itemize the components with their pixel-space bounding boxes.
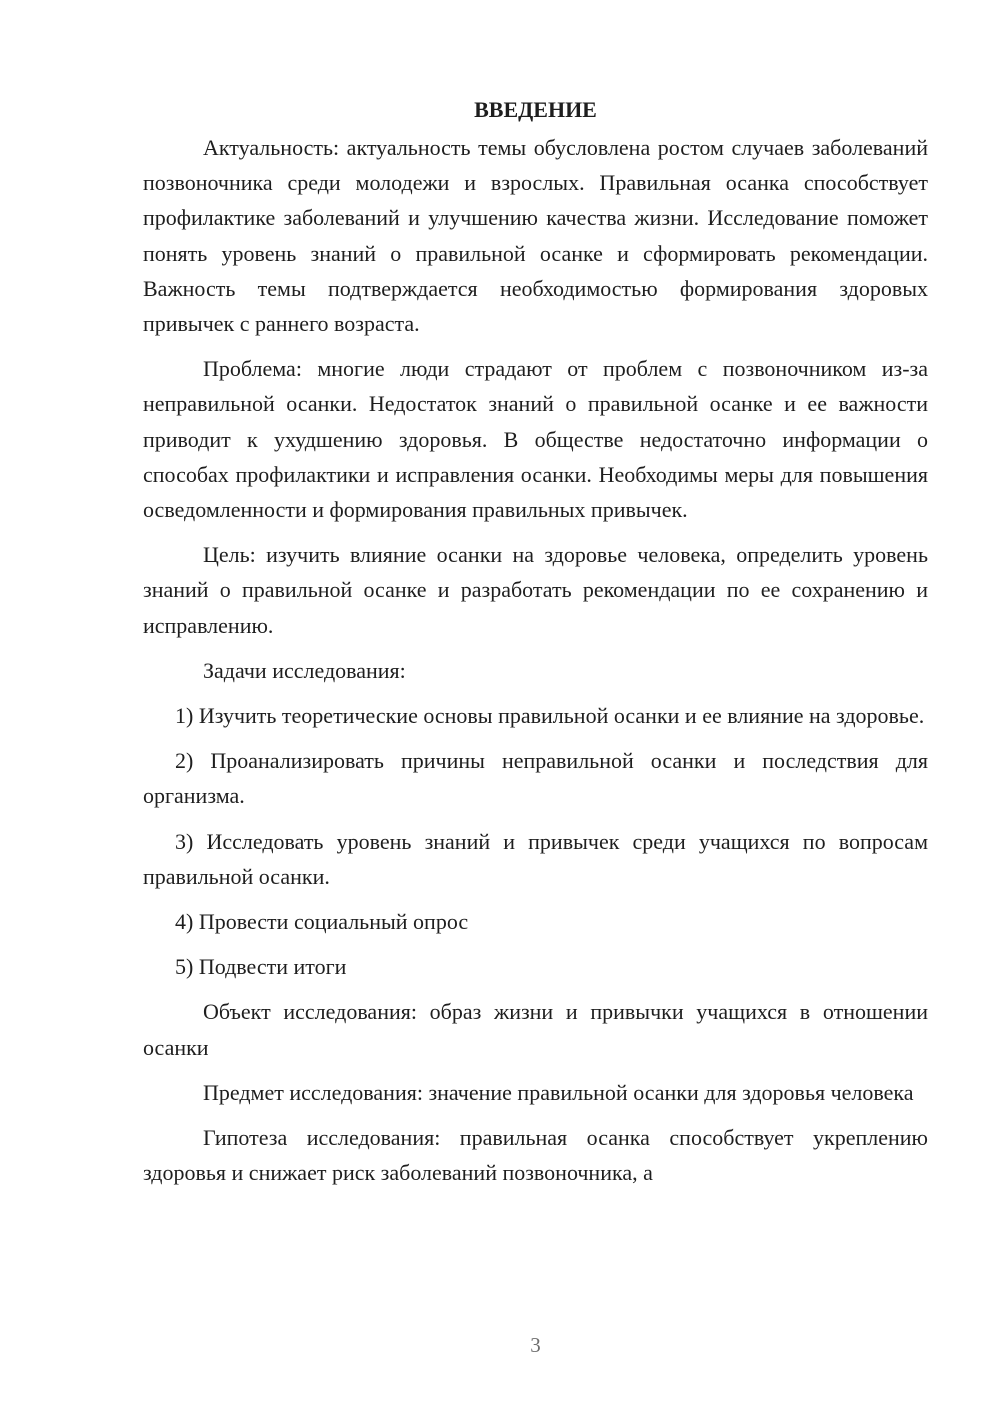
task-item: 1) Изучить теоретические основы правильной осанки и ее влияние на здоровье. bbox=[175, 703, 925, 729]
page-body bbox=[143, 92, 928, 1200]
task-item: 3) Исследовать уровень знаний и привычек среди учащихся по вопросам правильной осанки. bbox=[143, 828, 928, 889]
goal-paragraph: Цель: изучить влияние осанки на здоровье человека, определить уровень знаний о правильной осанке и разработать рекомендации по ее сохранению и исправлению. bbox=[143, 542, 928, 638]
task-item: 2) Проанализировать причины неправильной осанки и последствия для организма. bbox=[143, 748, 928, 809]
hypothesis-paragraph: Гипотеза исследования: правильная осанка способствует укреплению здоровья и снижает риск заболеваний позвоночника, а bbox=[143, 1125, 928, 1186]
section-title: ВВЕДЕНИЕ bbox=[474, 97, 597, 122]
tasks-heading: Задачи исследования: bbox=[203, 657, 406, 683]
subject-paragraph: Предмет исследования: значение правильной осанки для здоровья человека bbox=[203, 1079, 914, 1105]
task-item: 4) Провести социальный опрос bbox=[175, 909, 469, 935]
relevance-paragraph: Актуальность: актуальность темы обусловлена ростом случаев заболеваний позвоночника среди молодежи и взрослых. Правильная осанка способствует профилактике заболеваний и улучшению качества жизни. Исследование поможет понять уровень знаний о правильной осанке и сформировать рекомендации. Важность темы подтверждается необходимостью формирования здоровых привычек с раннего возраста. bbox=[143, 135, 928, 337]
page-number: 3 bbox=[530, 1333, 541, 1357]
task-item: 5) Подвести итоги bbox=[175, 954, 347, 980]
problem-paragraph: Проблема: многие люди страдают от проблем с позвоночником из-за неправильной осанки. Недостаток знаний о правильной осанке и ее важности приводит к ухудшению здоровья. В обществе недостаточно информации о способах профилактики и исправления осанки. Необходимы меры для повышения осведомленности и формирования правильных привычек. bbox=[143, 356, 928, 523]
object-paragraph: Объект исследования: образ жизни и привычки учащихся в отношении осанки bbox=[143, 999, 928, 1060]
